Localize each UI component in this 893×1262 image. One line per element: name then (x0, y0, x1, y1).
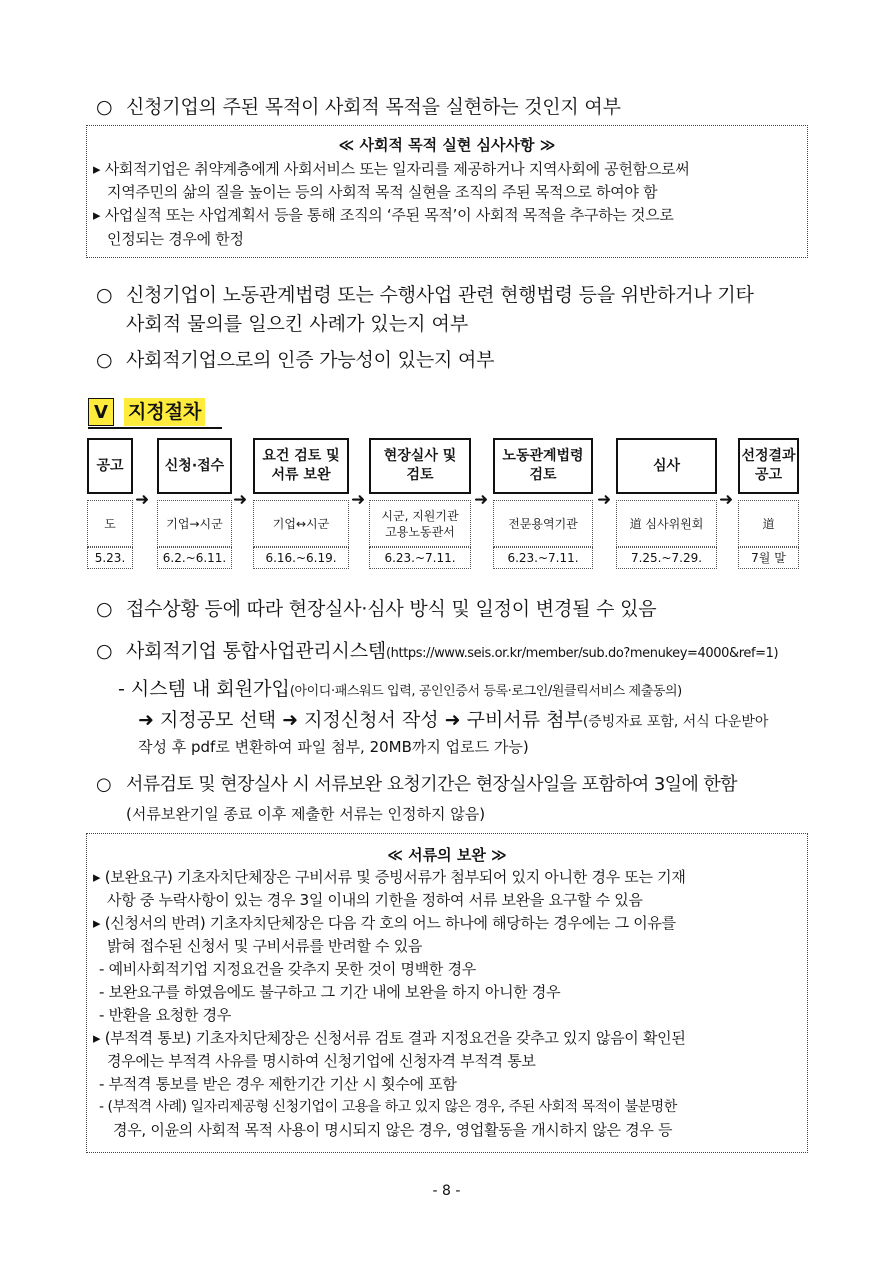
section-number: V (88, 398, 114, 426)
step-agency: 기업↔시군 (253, 500, 349, 547)
criteria-item-cert: ○ 사회적기업으로의 인증 가능성이 있는지 여부 (96, 349, 495, 371)
step-agency: 道 (738, 500, 799, 547)
box-line: - 부적격 통보를 받은 경우 제한기간 기산 시 횟수에 포함 (99, 1075, 457, 1093)
flow-arrow-icon: ➜ (597, 490, 612, 510)
process-step: 신청·접수 (157, 438, 232, 494)
process-step: 선정결과 공고 (738, 438, 799, 494)
step-period: 7월 말 (738, 547, 799, 569)
box-line: 경우, 이윤의 사회적 목적 사용이 명시되지 않은 경우, 영업활동을 개시하지 않은 경우 등 (113, 1121, 673, 1139)
note-system: ○ 사회적기업 통합사업관리시스템(https://www.seis.or.kr/member/sub.do?menukey=4000&ref=1) (96, 640, 779, 662)
note-supplement: ○ 서류검토 및 현장실사 시 서류보완 요청기간은 현장실사일을 포함하여 3일에 한함 (96, 774, 737, 795)
step-period: 5.23. (87, 547, 133, 569)
note-schedule-change: ○ 접수상황 등에 따라 현장실사·심사 방식 및 일정이 변경될 수 있음 (96, 598, 657, 620)
step-agency: 도 (87, 500, 133, 547)
flow-arrow-icon: ➜ (474, 490, 489, 510)
circle-bullet-icon: ○ (96, 96, 113, 118)
system-url: (https://www.seis.or.kr/member/sub.do?menukey=4000&ref=1) (386, 646, 779, 661)
step-agency: 道 심사위원회 (616, 500, 717, 547)
flow-arrow-icon: ➜ (233, 490, 248, 510)
process-step: 공고 (87, 438, 133, 494)
box-line: - (부적격 사례) 일자리제공형 신청기업이 고용을 하고 있지 않은 경우, 주된 사회적 목적이 불분명한 (99, 1099, 677, 1115)
step-agency: 전문용역기관 (493, 500, 593, 547)
note-apply-steps-cont: 작성 후 pdf로 변환하여 파일 첨부, 20MB까지 업로드 가능) (138, 738, 529, 756)
circle-bullet-icon: ○ (96, 774, 112, 795)
page-number: - 8 - (432, 1183, 461, 1199)
box-line: - 반환을 요청한 경우 (99, 1006, 232, 1024)
flow-arrow-icon: ➜ (135, 490, 150, 510)
box-line: 경우에는 부적격 사유를 명시하여 신청기업에 신청자격 부적격 통보 (107, 1052, 536, 1070)
box-title: ≪ 사회적 목적 실현 심사사항 ≫ (338, 136, 556, 154)
criteria-item-labor: ○ 신청기업이 노동관계법령 또는 수행사업 관련 현행법령 등을 위반하거나 기타 (96, 284, 754, 306)
box-line: 밝혀 접수된 신청서 및 구비서류를 반려할 수 있음 (107, 937, 423, 955)
box-line: - 보완요구를 하였음에도 불구하고 그 기간 내에 보완을 하지 아니한 경우 (99, 983, 561, 1001)
circle-bullet-icon: ○ (96, 349, 113, 371)
note-apply-steps: ➜ 지정공모 선택 ➜ 지정신청서 작성 ➜ 구비서류 첨부(증빙자료 포함, 서식 다운받아 (138, 709, 769, 731)
flow-arrow-icon: ➜ (351, 490, 366, 510)
note-signup: - 시스템 내 회원가입(아이디·패스워드 입력, 공인인증서 등록·로그인/원클릭서비스 제출동의) (118, 678, 682, 700)
box-line: ▸ (보완요구) 기초자치단체장은 구비서류 및 증빙서류가 첨부되어 있지 아니한 경우 또는 기재 (93, 868, 686, 886)
box-line: ▸ 사회적기업은 취약계층에게 사회서비스 또는 일자리를 제공하거나 지역사회에 공헌함으로써 (93, 160, 690, 178)
step-period: 6.2.~6.11. (157, 547, 232, 569)
step-agency: 기업→시군 (157, 500, 232, 547)
step-period: 6.16.~6.19. (253, 547, 349, 569)
step-period: 7.25.~7.29. (616, 547, 717, 569)
social-purpose-review-box (86, 125, 808, 258)
note-supplement-sub: (서류보완기일 종료 이후 제출한 서류는 인정하지 않음) (126, 805, 486, 823)
process-step: 노동관계법령 검토 (493, 438, 593, 494)
step-agency: 시군, 지원기관 고용노동관서 (369, 500, 471, 547)
step-period: 6.23.~7.11. (493, 547, 593, 569)
box-line: ▸ (부적격 통보) 기초자치단체장은 신청서류 검토 결과 지정요건을 갖추고 있지 않음이 확인된 (93, 1029, 686, 1047)
box-line: 인정되는 경우에 한정 (107, 230, 244, 248)
box-line: - 예비사회적기업 지정요건을 갖추지 못한 것이 명백한 경우 (99, 960, 476, 978)
criteria-item-purpose: ○ 신청기업의 주된 목적이 사회적 목적을 실현하는 것인지 여부 (96, 96, 621, 118)
process-step: 심사 (616, 438, 717, 494)
criteria-item-labor-cont: 사회적 물의를 일으킨 사례가 있는지 여부 (126, 313, 469, 335)
box-line: ▸ (신청서의 반려) 기초자치단체장은 다음 각 호의 어느 하나에 해당하는 경우에는 그 이유를 (93, 914, 676, 932)
circle-bullet-icon: ○ (96, 598, 113, 620)
section-underline (88, 427, 222, 429)
box-line: ▸ 사업실적 또는 사업계획서 등을 통해 조직의 ‘주된 목적’이 사회적 목적을 추구하는 것으로 (93, 206, 674, 224)
step-period: 6.23.~7.11. (369, 547, 471, 569)
box-line: 지역주민의 삶의 질을 높이는 등의 사회적 목적 실현을 조직의 주된 목적으로 하여야 함 (107, 183, 658, 201)
process-step: 요건 검토 및 서류 보완 (253, 438, 349, 494)
process-step: 현장실사 및 검토 (369, 438, 471, 494)
circle-bullet-icon: ○ (96, 640, 113, 662)
box-title: ≪ 서류의 보완 ≫ (387, 846, 507, 864)
flow-arrow-icon: ➜ (719, 490, 734, 510)
section-title: 지정절차 (124, 398, 205, 426)
box-line: 사항 중 누락사항이 있는 경우 3일 이내의 기한을 정하여 서류 보완을 요구할 수 있음 (107, 891, 643, 909)
circle-bullet-icon: ○ (96, 284, 113, 306)
document-supplement-box (86, 833, 808, 1153)
